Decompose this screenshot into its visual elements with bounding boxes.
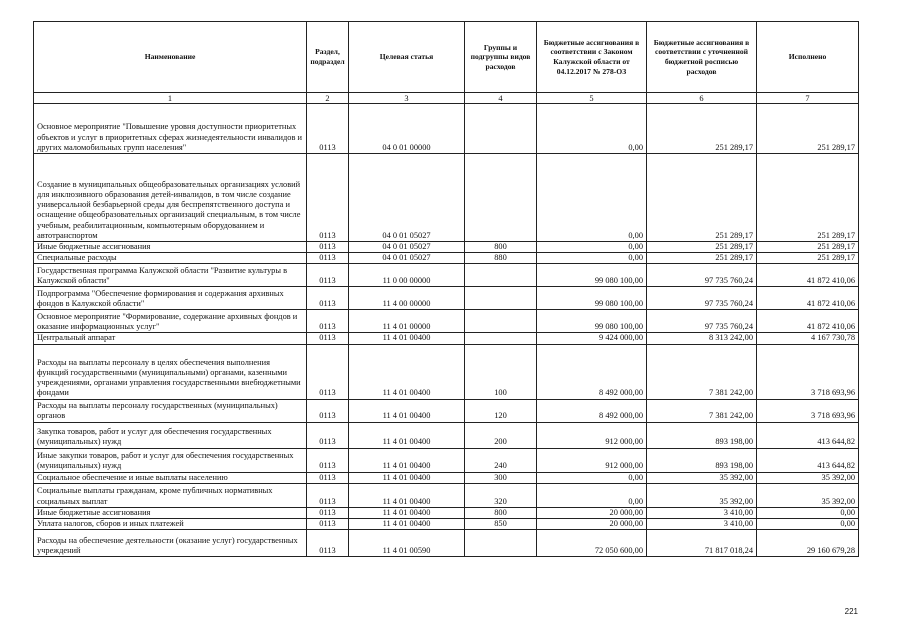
row-name-cell: Расходы на выплаты персоналу государственных (муниципальных) органов bbox=[34, 399, 307, 422]
row-law-amount-cell: 99 080 100,00 bbox=[537, 287, 647, 310]
row-target-cell: 11 4 01 00400 bbox=[349, 399, 465, 422]
table-row bbox=[34, 483, 859, 507]
row-law-amount-cell: 0,00 bbox=[537, 472, 647, 483]
row-executed-amount-cell: 251 289,17 bbox=[757, 242, 859, 253]
header-refined: Бюджетные ассигнования в соответствии с уточненной бюджетной росписью расходов bbox=[647, 22, 757, 93]
row-target-cell: 11 4 01 00400 bbox=[349, 483, 465, 507]
row-refined-amount-cell: 893 198,00 bbox=[647, 422, 757, 448]
row-name-cell: Центральный аппарат bbox=[34, 333, 307, 344]
row-target-cell: 11 4 01 00400 bbox=[349, 344, 465, 399]
header-target: Целевая статья bbox=[349, 22, 465, 93]
row-target-cell: 11 4 01 00400 bbox=[349, 333, 465, 344]
table-row bbox=[34, 253, 859, 264]
row-group-cell: 850 bbox=[465, 519, 537, 530]
table-row bbox=[34, 344, 859, 399]
table-row bbox=[34, 264, 859, 287]
table-row bbox=[34, 399, 859, 422]
row-section-cell: 0113 bbox=[307, 333, 349, 344]
row-section-cell: 0113 bbox=[307, 287, 349, 310]
row-target-cell: 11 4 01 00400 bbox=[349, 472, 465, 483]
row-executed-amount-cell: 3 718 693,96 bbox=[757, 344, 859, 399]
row-target-cell: 04 0 01 00000 bbox=[349, 104, 465, 154]
row-group-cell: 100 bbox=[465, 344, 537, 399]
column-number: 5 bbox=[537, 93, 647, 104]
row-section-cell: 0113 bbox=[307, 344, 349, 399]
row-executed-amount-cell: 35 392,00 bbox=[757, 483, 859, 507]
row-name-cell: Расходы на обеспечение деятельности (оказание услуг) государственных учреждений bbox=[34, 530, 307, 557]
row-refined-amount-cell: 3 410,00 bbox=[647, 507, 757, 518]
row-executed-amount-cell: 251 289,17 bbox=[757, 253, 859, 264]
row-section-cell: 0113 bbox=[307, 483, 349, 507]
row-group-cell: 120 bbox=[465, 399, 537, 422]
header-group: Группы и подгруппы видов расходов bbox=[465, 22, 537, 93]
row-law-amount-cell: 72 050 600,00 bbox=[537, 530, 647, 557]
row-target-cell: 04 0 01 05027 bbox=[349, 242, 465, 253]
row-executed-amount-cell: 4 167 730,78 bbox=[757, 333, 859, 344]
column-number-row bbox=[34, 93, 859, 104]
row-refined-amount-cell: 251 289,17 bbox=[647, 253, 757, 264]
table-header-row bbox=[34, 22, 859, 93]
row-refined-amount-cell: 7 381 242,00 bbox=[647, 399, 757, 422]
row-group-cell bbox=[465, 333, 537, 344]
table-row bbox=[34, 287, 859, 310]
row-name-cell: Уплата налогов, сборов и иных платежей bbox=[34, 519, 307, 530]
table-row bbox=[34, 310, 859, 333]
table-row bbox=[34, 242, 859, 253]
budget-table bbox=[33, 21, 859, 557]
column-number: 2 bbox=[307, 93, 349, 104]
row-refined-amount-cell: 3 410,00 bbox=[647, 519, 757, 530]
row-target-cell: 11 4 01 00000 bbox=[349, 310, 465, 333]
row-executed-amount-cell: 29 160 679,28 bbox=[757, 530, 859, 557]
row-refined-amount-cell: 251 289,17 bbox=[647, 154, 757, 242]
row-law-amount-cell: 0,00 bbox=[537, 154, 647, 242]
row-law-amount-cell: 8 492 000,00 bbox=[537, 399, 647, 422]
row-section-cell: 0113 bbox=[307, 242, 349, 253]
row-executed-amount-cell: 251 289,17 bbox=[757, 154, 859, 242]
column-number: 4 bbox=[465, 93, 537, 104]
row-refined-amount-cell: 35 392,00 bbox=[647, 483, 757, 507]
row-target-cell: 04 0 01 05027 bbox=[349, 154, 465, 242]
row-refined-amount-cell: 251 289,17 bbox=[647, 242, 757, 253]
row-section-cell: 0113 bbox=[307, 472, 349, 483]
row-law-amount-cell: 8 492 000,00 bbox=[537, 344, 647, 399]
row-refined-amount-cell: 97 735 760,24 bbox=[647, 310, 757, 333]
row-name-cell: Расходы на выплаты персоналу в целях обеспечения выполнения функций государственными (муниципальными) органами, казенными учреждениями, органами управления государственными внебюджетными фондами bbox=[34, 344, 307, 399]
row-group-cell: 200 bbox=[465, 422, 537, 448]
budget-table-sheet bbox=[33, 21, 859, 557]
row-executed-amount-cell: 0,00 bbox=[757, 507, 859, 518]
row-executed-amount-cell: 413 644,82 bbox=[757, 448, 859, 472]
row-law-amount-cell: 0,00 bbox=[537, 242, 647, 253]
row-section-cell: 0113 bbox=[307, 399, 349, 422]
row-law-amount-cell: 0,00 bbox=[537, 253, 647, 264]
table-row bbox=[34, 104, 859, 154]
header-name: Наименование bbox=[34, 22, 307, 93]
row-executed-amount-cell: 413 644,82 bbox=[757, 422, 859, 448]
row-law-amount-cell: 20 000,00 bbox=[537, 519, 647, 530]
row-refined-amount-cell: 35 392,00 bbox=[647, 472, 757, 483]
row-section-cell: 0113 bbox=[307, 507, 349, 518]
row-refined-amount-cell: 71 817 018,24 bbox=[647, 530, 757, 557]
row-section-cell: 0113 bbox=[307, 422, 349, 448]
row-group-cell: 320 bbox=[465, 483, 537, 507]
row-law-amount-cell: 99 080 100,00 bbox=[537, 310, 647, 333]
row-target-cell: 11 4 00 00000 bbox=[349, 287, 465, 310]
row-law-amount-cell: 99 080 100,00 bbox=[537, 264, 647, 287]
row-name-cell: Иные бюджетные ассигнования bbox=[34, 242, 307, 253]
row-name-cell: Государственная программа Калужской области "Развитие культуры в Калужской области" bbox=[34, 264, 307, 287]
row-name-cell: Иные закупки товаров, работ и услуг для обеспечения государственных (муниципальных) нужд bbox=[34, 448, 307, 472]
table-row bbox=[34, 530, 859, 557]
row-group-cell bbox=[465, 104, 537, 154]
row-refined-amount-cell: 8 313 242,00 bbox=[647, 333, 757, 344]
row-target-cell: 11 4 01 00400 bbox=[349, 507, 465, 518]
row-section-cell: 0113 bbox=[307, 154, 349, 242]
row-target-cell: 11 4 01 00400 bbox=[349, 422, 465, 448]
row-name-cell: Специальные расходы bbox=[34, 253, 307, 264]
row-section-cell: 0113 bbox=[307, 104, 349, 154]
row-target-cell: 11 4 01 00400 bbox=[349, 519, 465, 530]
row-executed-amount-cell: 35 392,00 bbox=[757, 472, 859, 483]
row-refined-amount-cell: 7 381 242,00 bbox=[647, 344, 757, 399]
row-name-cell: Основное мероприятие "Повышение уровня доступности приоритетных объектов и услуг в приоритетных сферах жизнедеятельности инвалидов и других маломобильных групп населения" bbox=[34, 104, 307, 154]
row-name-cell: Основное мероприятие "Формирование, содержание архивных фондов и оказание информационных услуг" bbox=[34, 310, 307, 333]
page-number: 221 bbox=[844, 607, 858, 616]
column-number: 6 bbox=[647, 93, 757, 104]
row-refined-amount-cell: 251 289,17 bbox=[647, 104, 757, 154]
row-section-cell: 0113 bbox=[307, 448, 349, 472]
row-executed-amount-cell: 251 289,17 bbox=[757, 104, 859, 154]
table-row bbox=[34, 422, 859, 448]
row-section-cell: 0113 bbox=[307, 519, 349, 530]
row-executed-amount-cell: 0,00 bbox=[757, 519, 859, 530]
row-name-cell: Создание в муниципальных общеобразовательных организациях условий для инклюзивного образования детей-инвалидов, в том числе создание универсальной безбарьерной среды для беспрепятственного доступа и оснащение общеобразовательных организаций специальным, в том числе учебным, реабилитационным, компьютерным оборудованием и автотранспортом bbox=[34, 154, 307, 242]
table-row bbox=[34, 472, 859, 483]
row-name-cell: Подпрограмма "Обеспечение формирования и содержания архивных фондов в Калужской области" bbox=[34, 287, 307, 310]
row-group-cell: 800 bbox=[465, 242, 537, 253]
row-group-cell bbox=[465, 154, 537, 242]
column-number: 7 bbox=[757, 93, 859, 104]
table-body bbox=[34, 104, 859, 557]
row-group-cell bbox=[465, 310, 537, 333]
row-refined-amount-cell: 97 735 760,24 bbox=[647, 264, 757, 287]
row-group-cell: 300 bbox=[465, 472, 537, 483]
row-law-amount-cell: 912 000,00 bbox=[537, 422, 647, 448]
column-number: 3 bbox=[349, 93, 465, 104]
table-row bbox=[34, 448, 859, 472]
row-law-amount-cell: 912 000,00 bbox=[537, 448, 647, 472]
row-group-cell bbox=[465, 287, 537, 310]
row-group-cell: 240 bbox=[465, 448, 537, 472]
row-section-cell: 0113 bbox=[307, 253, 349, 264]
row-executed-amount-cell: 3 718 693,96 bbox=[757, 399, 859, 422]
row-section-cell: 0113 bbox=[307, 530, 349, 557]
row-group-cell bbox=[465, 530, 537, 557]
table-row bbox=[34, 519, 859, 530]
row-refined-amount-cell: 97 735 760,24 bbox=[647, 287, 757, 310]
table-row bbox=[34, 333, 859, 344]
header-executed: Исполнено bbox=[757, 22, 859, 93]
row-target-cell: 04 0 01 05027 bbox=[349, 253, 465, 264]
row-group-cell: 880 bbox=[465, 253, 537, 264]
row-name-cell: Социальные выплаты гражданам, кроме публичных нормативных социальных выплат bbox=[34, 483, 307, 507]
row-law-amount-cell: 9 424 000,00 bbox=[537, 333, 647, 344]
table-row bbox=[34, 507, 859, 518]
row-target-cell: 11 4 01 00400 bbox=[349, 448, 465, 472]
column-number: 1 bbox=[34, 93, 307, 104]
row-name-cell: Иные бюджетные ассигнования bbox=[34, 507, 307, 518]
row-group-cell: 800 bbox=[465, 507, 537, 518]
header-section: Раздел, подраздел bbox=[307, 22, 349, 93]
row-refined-amount-cell: 893 198,00 bbox=[647, 448, 757, 472]
row-name-cell: Социальное обеспечение и иные выплаты населению bbox=[34, 472, 307, 483]
row-group-cell bbox=[465, 264, 537, 287]
row-law-amount-cell: 20 000,00 bbox=[537, 507, 647, 518]
row-law-amount-cell: 0,00 bbox=[537, 104, 647, 154]
row-executed-amount-cell: 41 872 410,06 bbox=[757, 264, 859, 287]
row-executed-amount-cell: 41 872 410,06 bbox=[757, 310, 859, 333]
row-law-amount-cell: 0,00 bbox=[537, 483, 647, 507]
row-executed-amount-cell: 41 872 410,06 bbox=[757, 287, 859, 310]
row-section-cell: 0113 bbox=[307, 310, 349, 333]
header-law: Бюджетные ассигнования в соответствии с Законом Калужской области от 04.12.2017 № 278-ОЗ bbox=[537, 22, 647, 93]
row-section-cell: 0113 bbox=[307, 264, 349, 287]
row-name-cell: Закупка товаров, работ и услуг для обеспечения государственных (муниципальных) нужд bbox=[34, 422, 307, 448]
table-row bbox=[34, 154, 859, 242]
row-target-cell: 11 4 01 00590 bbox=[349, 530, 465, 557]
row-target-cell: 11 0 00 00000 bbox=[349, 264, 465, 287]
